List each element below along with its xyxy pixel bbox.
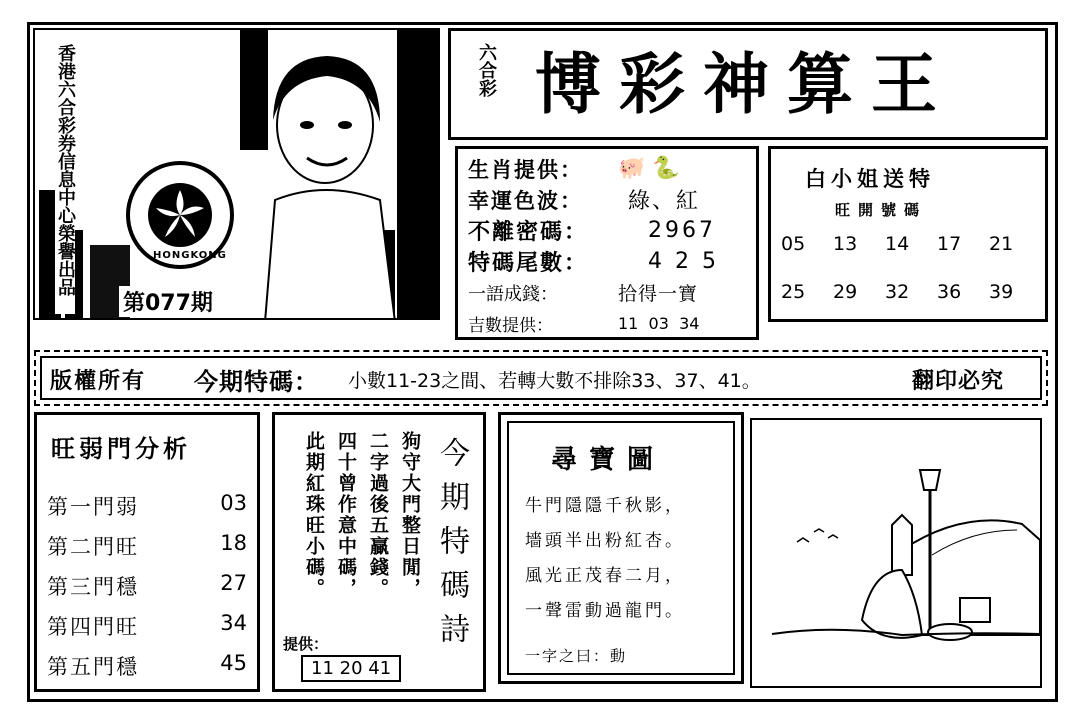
treasure-footer: 一字之曰：動 xyxy=(525,647,628,665)
provide-label: 提供： xyxy=(283,635,329,653)
number-cell: 29 xyxy=(833,281,858,303)
door-name: 第五門穩 xyxy=(47,655,139,679)
banner-label: 今期特碼： xyxy=(194,368,319,396)
list-item xyxy=(47,651,247,691)
doors-list xyxy=(47,491,247,691)
landscape-illustration xyxy=(752,420,1040,686)
treasure-line: 牛門隱隱千秋影， xyxy=(525,496,685,516)
door-number: 45 xyxy=(220,651,247,675)
special-numbers xyxy=(781,233,1041,303)
poem-box xyxy=(272,412,486,692)
logo-caption: HONGKONG xyxy=(153,250,227,261)
info-row xyxy=(468,246,753,277)
info-box xyxy=(455,146,759,340)
list-item xyxy=(47,531,247,571)
info-row xyxy=(468,277,753,308)
info-value: 11 03 34 xyxy=(618,314,700,333)
number-cell: 25 xyxy=(781,281,806,303)
info-row xyxy=(468,308,753,339)
door-number: 27 xyxy=(220,571,247,595)
info-label: 幸運色波： xyxy=(468,188,583,213)
doors-box xyxy=(34,412,260,692)
number-cell: 13 xyxy=(833,233,858,255)
info-value: 拾得一寶 xyxy=(618,283,699,305)
info-row xyxy=(468,215,753,246)
number-cell: 14 xyxy=(885,233,910,255)
doors-title: 旺弱門分析 xyxy=(51,434,191,463)
number-cell: 36 xyxy=(937,281,962,303)
door-name: 第一門弱 xyxy=(47,495,139,519)
banner-text: 小數11-23之間、若轉大數不排除33、37、41。 xyxy=(348,370,761,392)
door-name: 第二門旺 xyxy=(47,535,139,559)
door-number: 03 xyxy=(220,491,247,515)
treasure-box xyxy=(498,412,744,684)
special-subtitle: 旺開號碼 xyxy=(835,201,928,219)
door-number: 34 xyxy=(220,611,247,635)
treasure-line: 一聲雷動過龍門。 xyxy=(525,601,685,621)
special-box xyxy=(768,146,1048,322)
info-label: 特碼尾數： xyxy=(468,251,589,276)
poem-column: 此期紅珠旺小碼。 xyxy=(303,431,325,599)
door-name: 第四門旺 xyxy=(47,615,139,639)
number-cell: 17 xyxy=(937,233,962,255)
number-cell: 39 xyxy=(989,281,1014,303)
list-item xyxy=(47,571,247,611)
title-small: 六合彩 xyxy=(476,43,497,97)
side-vertical-text: 香港六合彩券信息中心榮譽出品 xyxy=(55,44,75,314)
number-cell: 05 xyxy=(781,233,806,255)
warning-label: 翻印必究 xyxy=(912,369,1005,394)
info-label: 吉數提供： xyxy=(468,316,553,336)
copyright-label: 版權所有 xyxy=(50,369,147,394)
list-item xyxy=(47,611,247,651)
poem-column: 狗守大門整日閒， xyxy=(399,431,421,599)
landscape-picture xyxy=(750,418,1042,688)
poem-columns xyxy=(301,431,423,641)
treasure-lines xyxy=(525,489,685,629)
page-title: 博彩神算王 xyxy=(535,45,955,123)
poem-title: 今期特碼詩 xyxy=(434,437,469,657)
photo-illustration xyxy=(35,30,440,320)
info-row xyxy=(468,153,753,184)
photo-panel xyxy=(33,28,440,320)
list-item xyxy=(47,491,247,531)
info-value: 2967 xyxy=(648,218,716,243)
treasure-title: 尋寶圖 xyxy=(551,445,666,475)
number-cell: 21 xyxy=(989,233,1014,255)
door-name: 第三門穩 xyxy=(47,575,139,599)
zodiac-icon: 🐖 🐍 xyxy=(618,156,680,181)
info-label: 生肖提供： xyxy=(468,157,583,182)
poem-column: 四十曾作意中碼， xyxy=(335,431,357,599)
title-box xyxy=(448,28,1048,140)
treasure-line: 風光正茂春二月， xyxy=(525,566,685,586)
info-value: 綠、紅 xyxy=(628,189,701,214)
info-label: 不離密碼： xyxy=(468,220,589,245)
issue-number: 第077期 xyxy=(119,286,217,317)
poem-column: 二字過後五贏錢。 xyxy=(367,431,389,599)
provide-numbers: 11 20 41 xyxy=(301,655,401,682)
special-title: 白小姐送特 xyxy=(805,167,935,191)
info-list xyxy=(468,153,753,339)
number-cell: 32 xyxy=(885,281,910,303)
info-row xyxy=(468,184,753,215)
banner xyxy=(34,350,1048,406)
info-label: 一語成錢： xyxy=(468,283,558,305)
door-number: 18 xyxy=(220,531,247,555)
treasure-line: 墻頭半出粉紅杏。 xyxy=(525,531,685,551)
info-value: 4 2 5 xyxy=(648,249,719,274)
